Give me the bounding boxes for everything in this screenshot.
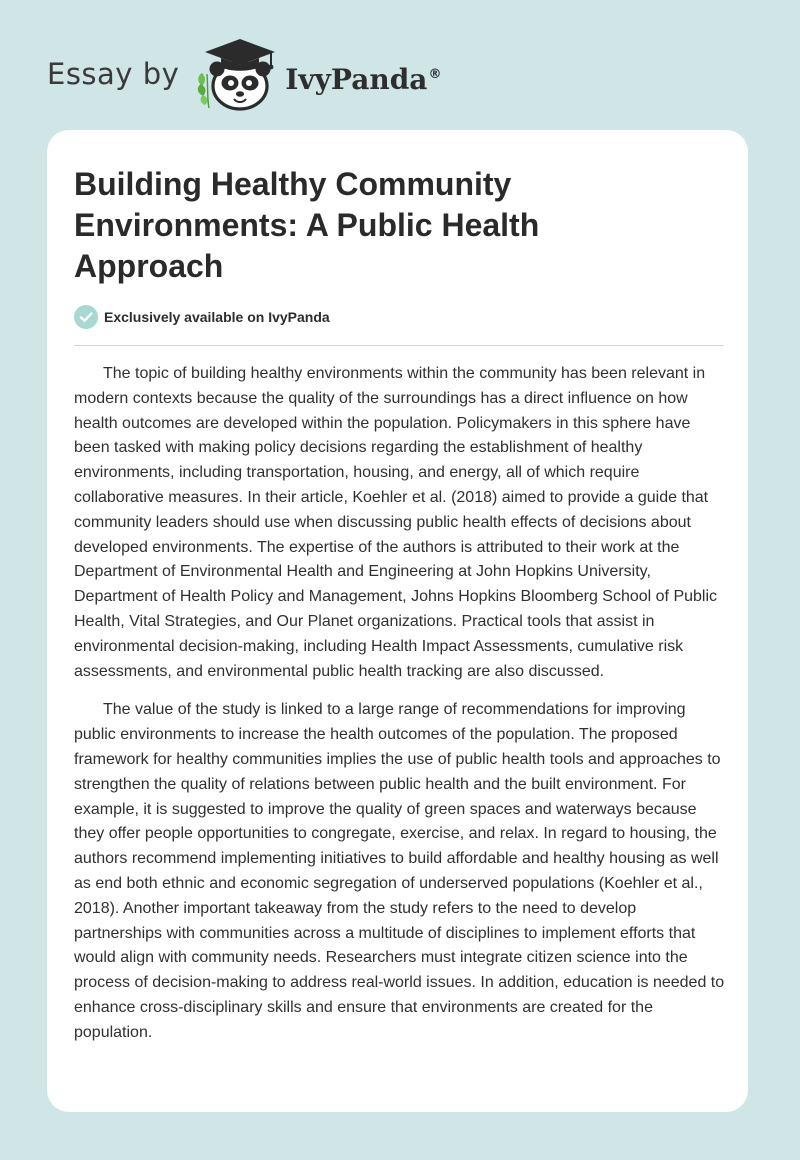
brand-header (47, 36, 441, 112)
brand-name (285, 63, 441, 96)
essay-title: Building Healthy Community Environments: A Public Health Approach (74, 166, 540, 284)
paragraph: The topic of building healthy environments within the community has been relevant in modern contexts because the quality of the surroundings has a direct influence on how health outcomes are developed within the population. Policymakers in this sphere have been tasked with making policy decisions regarding the establishment of healthy environments, including transportation, housing, and energy, all of which require collaborative measures. In their article, Koehler et al. (2018) aimed to provide a guide that community leaders should use when discussing public health effects of decisions about developed environments. The expertise of the authors is attributed to their work at the Department of Environmental Health and Engineering at John Hopkins University, Department of Health Policy and Management, Johns Hopkins Bloomberg School of Public Health, Vital Strategies, and Our Planet organizations. Practical tools that assist in environmental decision-making, including Health Impact Assessments, cumulative risk assessments, and environmental public health tracking are also discussed. (74, 365, 718, 680)
paragraph: The value of the study is linked to a large range of recommendations for improving public environments to increase the health outcomes of the population. The proposed framework for healthy communities implies the use of public health tools and approaches to strengthen the quality of relations between public health and the built environment. For example, it is suggested to improve the quality of green spaces and waterways because they offer people opportunities to congregate, exercise, and relax. In regard to housing, the authors recommend implementing initiatives to build affordable and healthy housing as well as end both ethnic and economic segregation of underserved populations (Koehler et al., 2018). Another important takeaway from the study refers to the need to develop partnerships with communities across a multitude of disciplines to implement efforts that would align with community needs. Researchers must integrate citizen science into the process of decision-making to address real-world issues. In addition, education is needed to enhance cross-disciplinary skills and ensure that environments are created for the population. (74, 701, 725, 1041)
registered-mark: ® (428, 67, 442, 83)
divider (74, 345, 724, 346)
exclusive-badge (74, 305, 330, 329)
essay-card (47, 130, 748, 1112)
essay-body (74, 362, 725, 1060)
exclusive-badge-label: Exclusively available on IvyPanda (104, 309, 330, 325)
brand-prefix: Essay by (47, 57, 180, 91)
brand-name-text: IvyPanda (285, 62, 428, 96)
panda-logo-icon (193, 36, 279, 112)
check-circle-icon (74, 305, 98, 329)
